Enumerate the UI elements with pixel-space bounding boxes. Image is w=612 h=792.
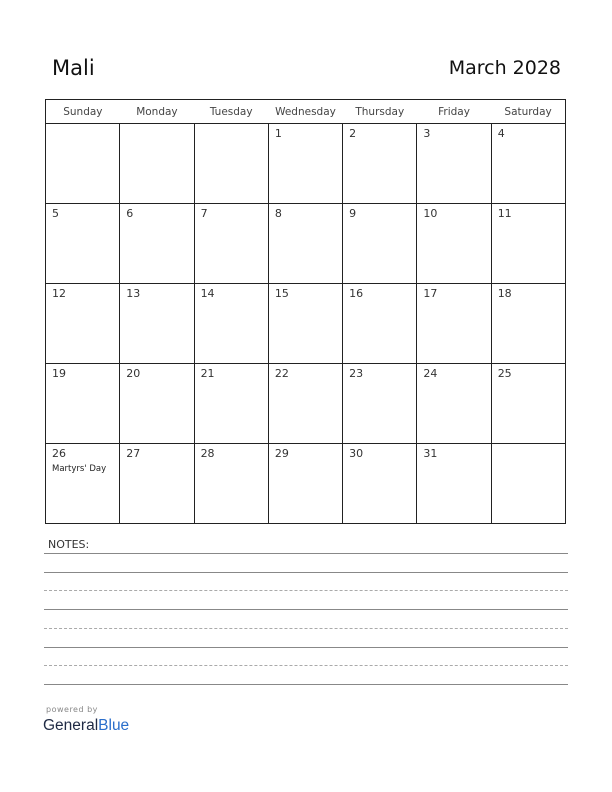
day-number: 11 [497, 207, 512, 220]
day-number: 13 [126, 287, 141, 300]
day-cell [46, 444, 120, 524]
day-cell [46, 364, 120, 444]
weekday-header: Wednesday [268, 100, 342, 124]
week-row [46, 284, 566, 364]
day-number: 27 [126, 447, 141, 460]
day-number: 16 [349, 287, 364, 300]
day-number: 25 [497, 367, 512, 380]
day-cell [417, 204, 491, 284]
day-cell [417, 284, 491, 364]
day-cell [491, 364, 565, 444]
day-number: 29 [274, 447, 289, 460]
day-number: 14 [200, 287, 215, 300]
day-cell [491, 204, 565, 284]
day-cell [268, 444, 342, 524]
day-cell [194, 124, 268, 204]
day-cell [194, 284, 268, 364]
day-cell [46, 124, 120, 204]
brand-logo[interactable] [43, 717, 129, 735]
notes-line [44, 628, 568, 629]
weekday-header: Monday [120, 100, 194, 124]
day-cell [194, 204, 268, 284]
notes-label: NOTES: [48, 538, 90, 551]
day-cell [417, 444, 491, 524]
notes-line [44, 684, 568, 685]
brand-logo-part2: Blue [98, 717, 130, 734]
day-cell [343, 204, 417, 284]
day-cell [491, 124, 565, 204]
notes-line [44, 665, 568, 666]
day-number: 9 [349, 207, 357, 220]
day-cell [194, 364, 268, 444]
week-row [46, 124, 566, 204]
day-number: 26 [52, 447, 66, 460]
day-number: 5 [52, 207, 59, 220]
weekday-header: Thursday [343, 100, 417, 124]
day-cell [120, 284, 194, 364]
calendar-grid [45, 99, 566, 524]
day-number: 1 [274, 127, 282, 140]
day-number: 17 [423, 287, 438, 300]
day-number: 22 [274, 367, 289, 380]
day-number: 7 [200, 207, 208, 220]
month-title: March 2028 [448, 57, 561, 79]
day-cell [417, 364, 491, 444]
notes-line [44, 572, 568, 573]
day-cell [194, 444, 268, 524]
day-cell [120, 204, 194, 284]
day-cell [46, 284, 120, 364]
notes-line [44, 553, 568, 554]
weekday-header-row [46, 100, 566, 124]
day-number: 3 [423, 127, 431, 140]
day-number: 4 [497, 127, 505, 140]
day-cell [343, 444, 417, 524]
weekday-header: Saturday [491, 100, 565, 124]
weekday-header: Sunday [46, 100, 120, 124]
day-cell [417, 124, 491, 204]
day-cell [268, 124, 342, 204]
day-cell [120, 444, 194, 524]
notes-line [44, 647, 568, 648]
week-row [46, 204, 566, 284]
day-cell [268, 204, 342, 284]
day-number: 30 [349, 447, 364, 460]
day-cell [120, 124, 194, 204]
day-number: 21 [200, 367, 215, 380]
notes-line [44, 590, 568, 591]
day-cell [268, 364, 342, 444]
day-number: 10 [423, 207, 438, 220]
country-title: Mali [52, 56, 95, 80]
day-number: 6 [126, 207, 134, 220]
day-cell [343, 364, 417, 444]
day-number: 23 [349, 367, 364, 380]
day-number: 18 [497, 287, 512, 300]
brand-logo-part1: General [43, 717, 99, 734]
day-number: 8 [274, 207, 282, 220]
day-cell [491, 284, 565, 364]
weekday-header: Tuesday [194, 100, 268, 124]
day-number: 19 [52, 367, 66, 380]
day-cell [343, 284, 417, 364]
day-number: 24 [423, 367, 438, 380]
day-cell [491, 444, 565, 524]
powered-by-text: powered by [46, 705, 98, 714]
day-cell [46, 204, 120, 284]
day-cell [120, 364, 194, 444]
day-cell [268, 284, 342, 364]
day-number: 31 [423, 447, 438, 460]
weekday-header: Friday [417, 100, 491, 124]
day-number: 20 [126, 367, 141, 380]
day-number: 12 [52, 287, 66, 300]
day-number: 28 [200, 447, 215, 460]
day-cell [343, 124, 417, 204]
day-number: 15 [274, 287, 289, 300]
holiday-label: Martyrs' Day [52, 464, 107, 474]
week-row [46, 444, 566, 524]
notes-line [44, 609, 568, 610]
day-number: 2 [349, 127, 357, 140]
week-row [46, 364, 566, 444]
